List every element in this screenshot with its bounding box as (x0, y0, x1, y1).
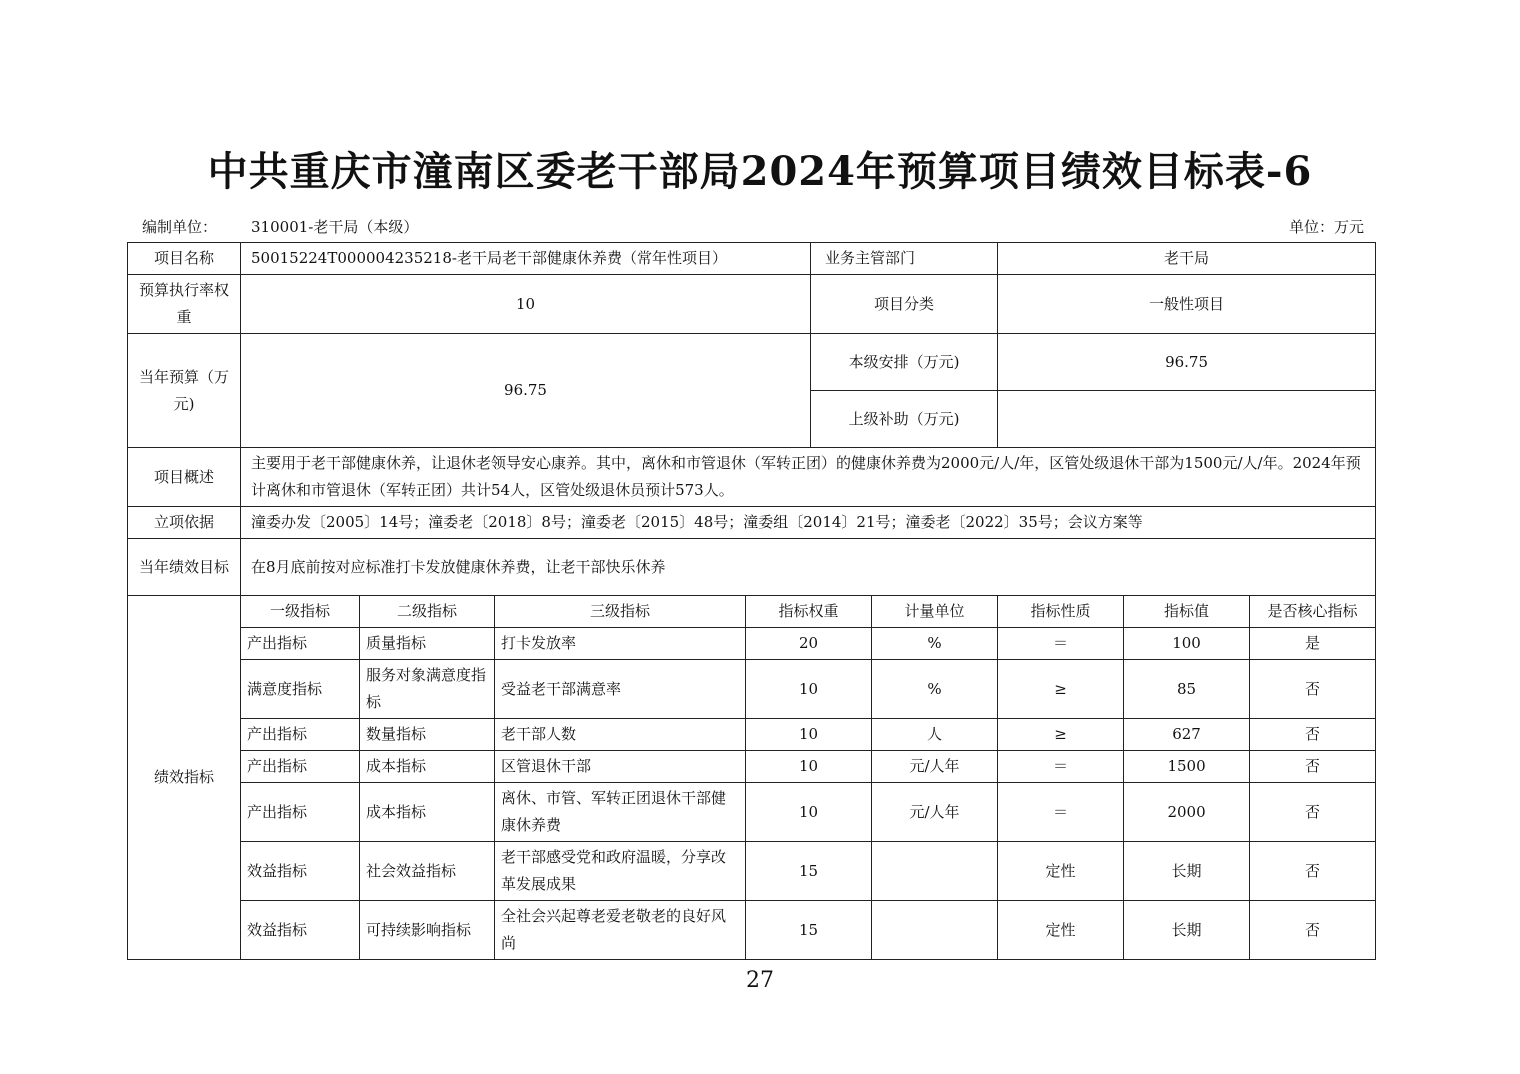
project-name-row (128, 243, 1376, 275)
table-row (128, 751, 1376, 783)
cell-nature: ＝ (998, 783, 1124, 842)
cell-nature: 定性 (998, 842, 1124, 901)
cell-level3: 老干部感受党和政府温暖，分享改革发展成果 (495, 842, 746, 901)
cell-core: 是 (1250, 628, 1376, 660)
cell-level2: 质量指标 (360, 628, 495, 660)
header-value: 指标值 (1124, 596, 1250, 628)
table-row (128, 719, 1376, 751)
cell-value: 627 (1124, 719, 1250, 751)
exec-weight-value: 10 (241, 275, 811, 334)
cell-level3: 区管退休干部 (495, 751, 746, 783)
cell-core: 否 (1250, 660, 1376, 719)
cell-core: 否 (1250, 842, 1376, 901)
summary-row (128, 448, 1376, 507)
cell-nature: ≥ (998, 719, 1124, 751)
performance-table (127, 242, 1376, 960)
table-row (128, 660, 1376, 719)
exec-weight-row (128, 275, 1376, 334)
indicators-section-label: 绩效指标 (128, 596, 241, 960)
cell-level1: 产出指标 (241, 719, 360, 751)
cell-weight: 20 (746, 628, 872, 660)
cell-level2: 成本指标 (360, 751, 495, 783)
local-funding-label: 本级安排（万元) (811, 334, 998, 391)
cell-weight: 10 (746, 751, 872, 783)
cell-nature: ≥ (998, 660, 1124, 719)
cell-weight: 10 (746, 719, 872, 751)
cell-value: 85 (1124, 660, 1250, 719)
budget-row (128, 334, 1376, 391)
cell-value: 长期 (1124, 901, 1250, 960)
summary-label: 项目概述 (128, 448, 241, 507)
compiling-unit (142, 216, 418, 237)
cell-weight: 10 (746, 660, 872, 719)
cell-level3: 全社会兴起尊老爱老敬老的良好风尚 (495, 901, 746, 960)
category-label: 项目分类 (811, 275, 998, 334)
compiling-unit-value: 310001-老干局（本级） (251, 218, 419, 236)
project-name-label: 项目名称 (128, 243, 241, 275)
cell-level2: 数量指标 (360, 719, 495, 751)
cell-weight: 15 (746, 901, 872, 960)
upper-funding-label: 上级补助（万元) (811, 391, 998, 448)
cell-nature: ＝ (998, 751, 1124, 783)
basis-row (128, 507, 1376, 539)
budget-value: 96.75 (241, 334, 811, 448)
compiling-unit-label: 编制单位： (142, 218, 218, 236)
budget-label: 当年预算（万元) (128, 334, 241, 448)
page-title: 中共重庆市潼南区委老干部局2024年预算项目绩效目标表-6 (207, 148, 1313, 195)
currency-unit: 单位：万元 (1288, 218, 1364, 236)
header-level3: 三级指标 (495, 596, 746, 628)
cell-nature: 定性 (998, 901, 1124, 960)
table-row (128, 783, 1376, 842)
upper-funding-value (998, 391, 1376, 448)
basis-value: 潼委办发〔2005〕14号；潼委老〔2018〕8号；潼委老〔2015〕48号；潼委组〔2014〕21号；潼委老〔2022〕35号；会议方案等 (241, 507, 1376, 539)
category-value: 一般性项目 (998, 275, 1376, 334)
goal-label: 当年绩效目标 (128, 539, 241, 596)
table-row (128, 628, 1376, 660)
cell-nature: ＝ (998, 628, 1124, 660)
cell-level2: 社会效益指标 (360, 842, 495, 901)
cell-level3: 离休、市管、军转正团退休干部健康休养费 (495, 783, 746, 842)
cell-level1: 效益指标 (241, 901, 360, 960)
cell-level3: 老干部人数 (495, 719, 746, 751)
cell-unit (872, 901, 998, 960)
dept-label: 业务主管部门 (811, 243, 998, 275)
cell-value: 100 (1124, 628, 1250, 660)
dept-value: 老干局 (998, 243, 1376, 275)
cell-level1: 产出指标 (241, 628, 360, 660)
cell-level1: 产出指标 (241, 783, 360, 842)
cell-core: 否 (1250, 751, 1376, 783)
indicator-header-row (128, 596, 1376, 628)
cell-unit: % (872, 660, 998, 719)
cell-unit: 人 (872, 719, 998, 751)
basis-label: 立项依据 (128, 507, 241, 539)
cell-value: 长期 (1124, 842, 1250, 901)
table-row (128, 901, 1376, 960)
cell-level2: 服务对象满意度指标 (360, 660, 495, 719)
cell-unit: 元/人年 (872, 751, 998, 783)
cell-unit: 元/人年 (872, 783, 998, 842)
cell-level1: 效益指标 (241, 842, 360, 901)
header-level1: 一级指标 (241, 596, 360, 628)
cell-value: 1500 (1124, 751, 1250, 783)
cell-level1: 满意度指标 (241, 660, 360, 719)
table-row (128, 842, 1376, 901)
cell-unit: % (872, 628, 998, 660)
cell-weight: 15 (746, 842, 872, 901)
header-core: 是否核心指标 (1250, 596, 1376, 628)
cell-value: 2000 (1124, 783, 1250, 842)
cell-core: 否 (1250, 901, 1376, 960)
cell-unit (872, 842, 998, 901)
cell-level2: 成本指标 (360, 783, 495, 842)
cell-level3: 打卡发放率 (495, 628, 746, 660)
header-nature: 指标性质 (998, 596, 1124, 628)
header-level2: 二级指标 (360, 596, 495, 628)
cell-level1: 产出指标 (241, 751, 360, 783)
cell-level2: 可持续影响指标 (360, 901, 495, 960)
summary-value: 主要用于老干部健康休养，让退休老领导安心康养。其中，离休和市管退休（军转正团）的健康休养费为2000元/人/年，区管处级退休干部为1500元/人/年。2024年预计离休和市管退休（军转正团）共计54人，区管处级退休员预计573人。 (241, 448, 1376, 507)
exec-weight-label: 预算执行率权重 (128, 275, 241, 334)
project-name-value: 50015224T000004235218-老干局老干部健康休养费（常年性项目） (241, 243, 811, 275)
goal-row (128, 539, 1376, 596)
page-number: 27 (746, 968, 774, 993)
local-funding-value: 96.75 (998, 334, 1376, 391)
cell-level3: 受益老干部满意率 (495, 660, 746, 719)
cell-core: 否 (1250, 719, 1376, 751)
cell-weight: 10 (746, 783, 872, 842)
goal-value: 在8月底前按对应标准打卡发放健康休养费，让老干部快乐休养 (241, 539, 1376, 596)
header-weight: 指标权重 (746, 596, 872, 628)
cell-core: 否 (1250, 783, 1376, 842)
header-unit: 计量单位 (872, 596, 998, 628)
